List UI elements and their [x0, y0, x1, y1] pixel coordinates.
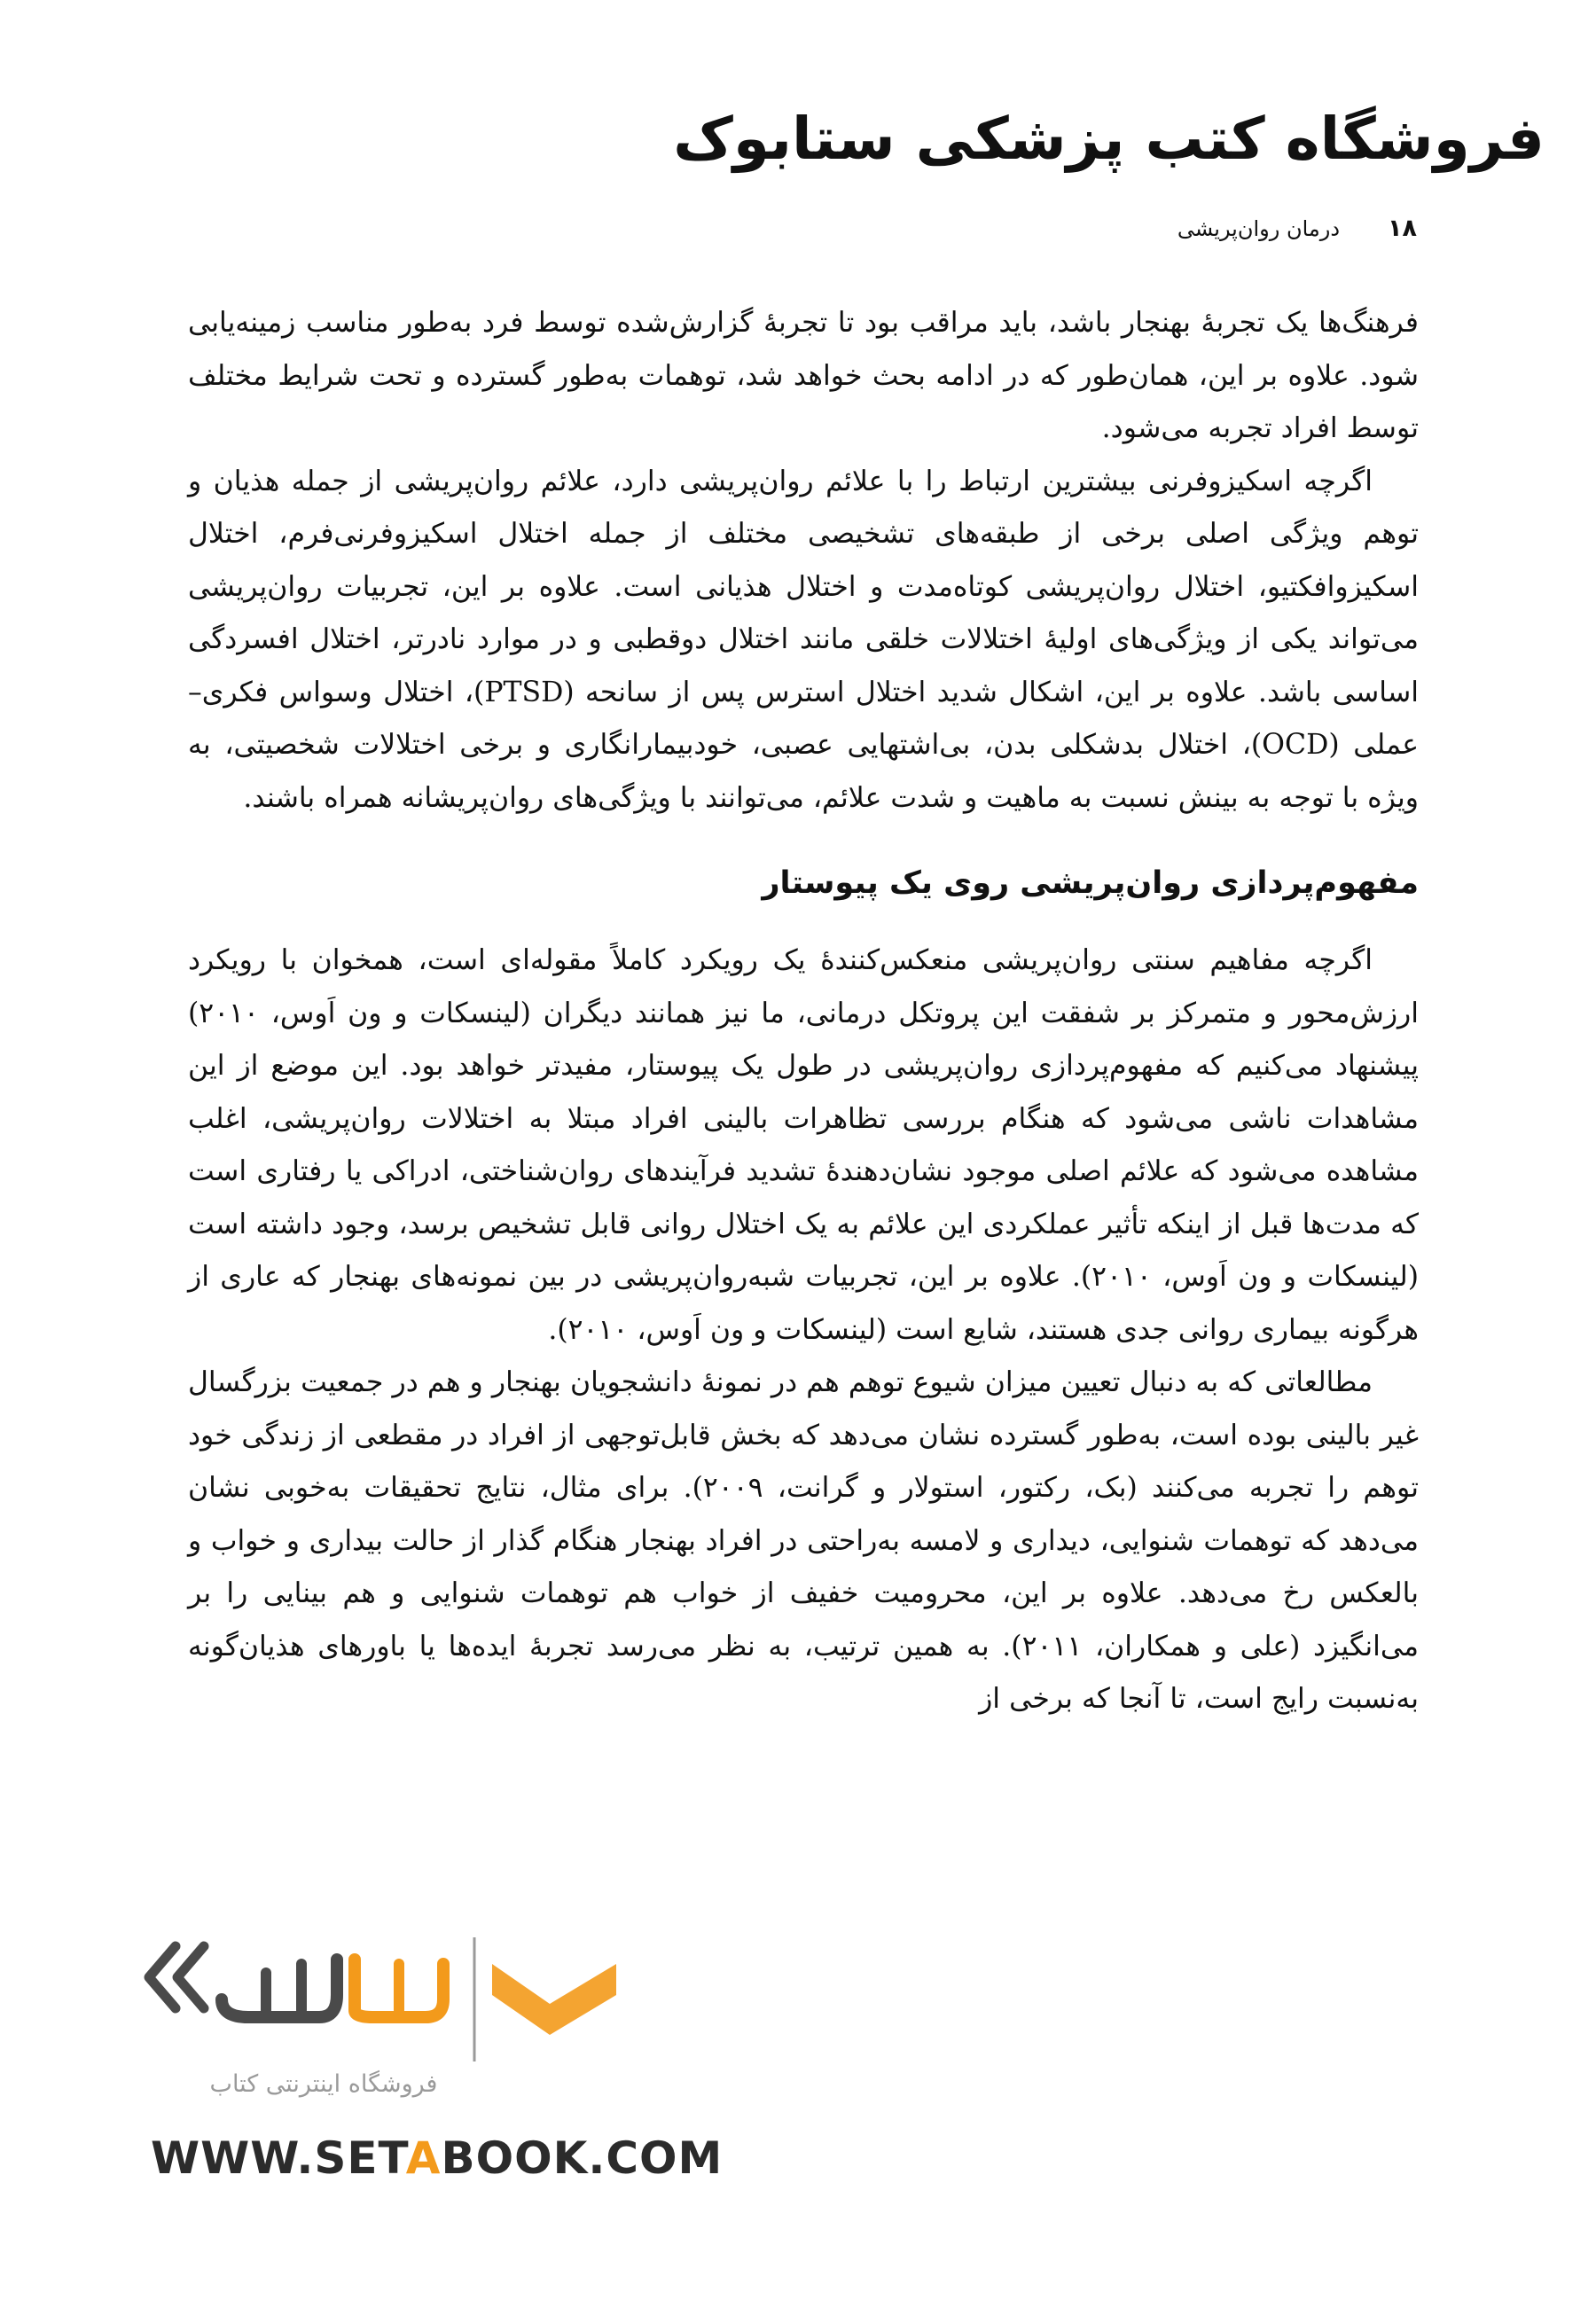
paragraph: اگرچه مفاهیم سنتی روان‌پریشی منعکس‌کنندهٔ یک رویکرد کاملاً مقوله‌ای است، همخوان با رویکرد ارزش‌محور و متمرکز بر شفقت این پروتکل درمانی، ما نیز همانند دیگران (لینسکات و ون اَوس، ۲۰۱۰) پیشنهاد می‌کنیم که مفهوم‌پردازی روان‌پریشی در طول یک پیوستار، مفیدتر خواهد بود. این موضع از این مشاهدات ناشی می‌شود که هنگام بررسی تظاهرات بالینی افراد مبتلا به اختلالات روان‌پریشی، اغلب مشاهده می‌شود که علائم اصلی موجود نشان‌دهندهٔ تشدید فرآیندهای روان‌شناختی، ادراکی یا رفتاری است که مدت‌ها قبل از اینکه تأثیر عملکردی این علائم به یک اختلال روانی قابل تشخیص برسد، وجود داشته است (لینسکات و ون اَوس، ۲۰۱۰). علاوه بر این، تجربیات شبه‌روان‌پریشی در بین نمونه‌های بهنجار که عاری از هرگونه بیماری روانی جدی هستند، شایع است (لینسکات و ون اَوس، ۲۰۱۰). — [188, 944, 1419, 1346]
publisher-watermark — [133, 1911, 724, 2184]
watermark-tagline: فروشگاه اینترنتی کتاب — [209, 2070, 438, 2098]
section-heading: مفهوم‌پردازی روان‌پریشی روی یک پیوستار — [762, 865, 1419, 901]
setabook-logo-icon — [133, 1911, 630, 2066]
running-book-title: درمان روان‌پریشی — [1177, 215, 1341, 241]
page-number: ۱۸ — [1388, 215, 1417, 242]
store-banner-title: فروشگاه کتب پزشکی ستابوک — [673, 105, 1545, 173]
paragraph-continued: فرهنگ‌ها یک تجربهٔ بهنجار باشد، باید مراقب بود تا تجربهٔ گزارش‌شده توسط فرد به‌طور مناسب زمینه‌یابی شود. علاوه بر این، همان‌طور که در ادامه بحث خواهد شد، توهمات به‌طور گسترده و تحت شرایط مختلف توسط افراد تجربه می‌شود. — [188, 307, 1420, 444]
paragraph: اگرچه اسکیزوفرنی بیشترین ارتباط را با علائم روان‌پریشی دارد، علائم روان‌پریشی از جمله هذیان و توهم ویژگی اصلی برخی از طبقه‌های تشخیصی مختلف از جمله اختلال اسکیزوفرنی‌فرم، اختلال اسکیزوافکتیو، اختلال روان‌پریشی کوتاه‌مدت و اختلال هذیانی است. علاوه بر این، تجربیات روان‌پریشی می‌تواند یکی از ویژگی‌های اولیهٔ اختلالات خلقی مانند اختلال دوقطبی و در موارد نادرتر، اختلال افسردگی اساسی باشد. علاوه بر این، اشکال شدید اختلال استرس پس از سانحه (PTSD)، اختلال وسواس فکری–عملی (OCD)، اختلال بدشکلی بدن، بی‌اشتهایی عصبی، خودبیمارانگاری و برخی اختلالات شخصیتی، به ویژه با توجه به بینش نسبت به ماهیت و شدت علائم، می‌توانند با ویژگی‌های روان‌پریشانه همراه باشند. — [188, 465, 1420, 814]
running-header — [1177, 215, 1417, 242]
watermark-url: WWW.SETABOOK.COM — [151, 2132, 724, 2184]
paragraph: مطالعاتی که به دنبال تعیین میزان شیوع توهم هم در نمونهٔ دانشجویان بهنجار و هم در جمعیت بزرگسال غیر بالینی بوده است، به‌طور گسترده نشان می‌دهد که بخش قابل‌توجهی از افراد در مقطعی از زندگی خود توهم را تجربه می‌کنند (بک، رکتور، استولار و گرانت، ۲۰۰۹). برای مثال، نتایج تحقیقات به‌خوبی نشان می‌دهد که توهمات شنوایی، دیداری و لامسه به‌راحتی در افراد بهنجار هنگام گذار از حالت بیداری و خواب و بالعکس رخ می‌دهد. علاوه بر این، محرومیت خفیف از خواب هم توهمات شنوایی و هم بینایی را بر می‌انگیزد (علی و همکاران، ۲۰۱۱). به همین ترتیب، به نظر می‌رسد تجربهٔ ایده‌ها یا باورهای هذیان‌گونه به‌نسبت رایج است، تا آنجا که برخی از — [188, 1366, 1419, 1715]
page-body — [188, 297, 1419, 1726]
